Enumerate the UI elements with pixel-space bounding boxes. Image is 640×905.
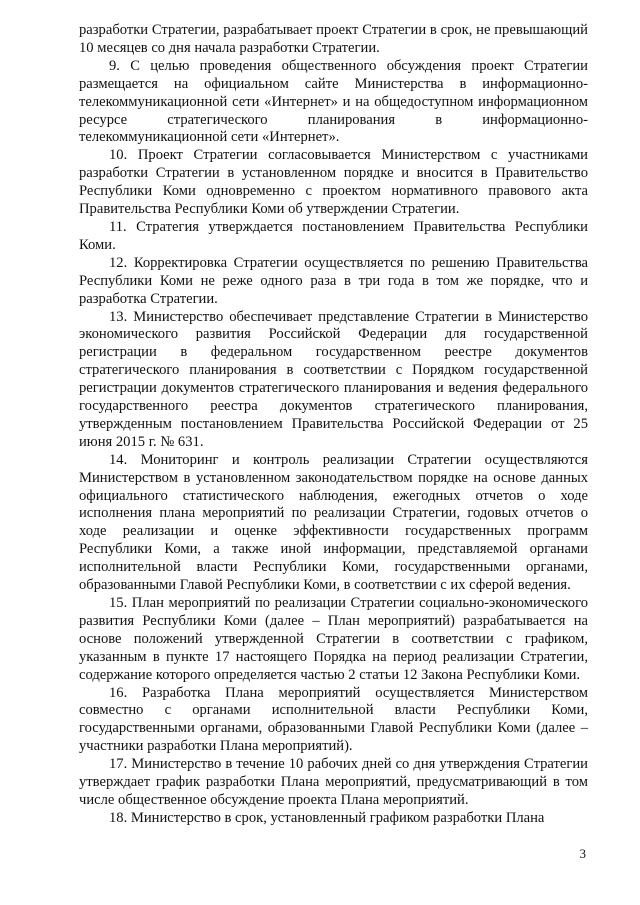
paragraph-16: 16. Разработка Плана мероприятий осуществляется Министерством совместно с органами исполнительной власти Республики Коми, государственными органами, образованными Главой Республики Коми (далее – участники разработки Плана мероприятий). — [79, 684, 588, 755]
paragraph-13: 13. Министерство обеспечивает представление Стратегии в Министерство экономического развития Российской Федерации для государственной регистрации в федеральном государственном реестре документов стратегического планирования в соответствии с Порядком государственной регистрации документов стратегического планирования и ведения федерального государственного реестра документов стратегического планирования, утвержденным постановлением Правительства Российской Федерации от 25 июня 2015 г. № 631. — [79, 308, 588, 450]
paragraph-10: 10. Проект Стратегии согласовывается Министерством с участниками разработки Стратегии в установленном порядке и вносится в Правительство Республики Коми одновременно с проектом нормативного правового акта Правительства Республики Коми об утверждении Стратегии. — [79, 147, 588, 218]
paragraph-18: 18. Министерство в срок, установленный графиком разработки Плана — [109, 809, 545, 826]
paragraph-14: 14. Мониторинг и контроль реализации Стратегии осуществляются Министерством в установленном законодательством порядке на основе данных официального статистического наблюдения, ежегодных отчетов о ходе исполнения плана мероприятий по реализации Стратегии, годовых отчетов о ходе реализации и оценке эффективности государственных программ Республики Коми, а также иной информации, представляемой органами исполнительной власти Республики Коми, государственными органами, образованными Главой Республики Коми, в соответствии с их сферой ведения. — [79, 451, 588, 594]
paragraph-9: 9. С целью проведения общественного обсуждения проект Стратегии размещается на официальном сайте Министерства в информационно-телекоммуникационной сети «Интернет» и на общедоступном информационном ресурсе стратегического планирования в информационно-телекоммуникационной сети «Интернет». — [79, 57, 588, 146]
paragraph-11: 11. Стратегия утверждается постановлением Правительства Республики Коми. — [79, 218, 588, 253]
paragraph-12: 12. Корректировка Стратегии осуществляется по решению Правительства Республики Коми не реже одного раза в три года в том же порядке, что и разработка Стратегии. — [79, 254, 588, 307]
page-number: 3 — [579, 846, 586, 861]
paragraph-17: 17. Министерство в течение 10 рабочих дней со дня утверждения Стратегии утверждает график разработки Плана мероприятий, предусматривающий в том числе общественное обсуждение проекта Плана мероприятий. — [79, 756, 588, 808]
paragraph-15: 15. План мероприятий по реализации Стратегии социально-экономического развития Республики Коми (далее – План мероприятий) разрабатывается на основе положений утвержденной Стратегии в соответствии с графиком, указанным в пункте 17 настоящего Порядка на период реализации Стратегии, содержание которого определяется частью 2 статьи 12 Закона Республики Коми. — [79, 595, 588, 683]
paragraph-continuation: разработки Стратегии, разрабатывает проект Стратегии в срок, не превышающий 10 месяцев со дня начала разработки Стратегии. — [79, 22, 588, 56]
